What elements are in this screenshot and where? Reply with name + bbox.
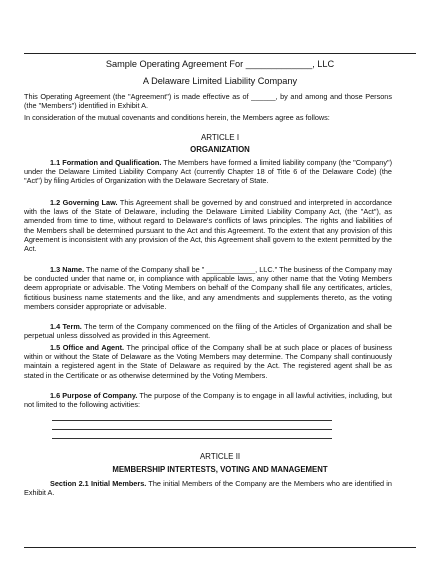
section-2-1-title: Initial Members.: [90, 479, 147, 488]
section-2-1-text: The initial Members of the Company are the Members who are identified in Exhibit A.: [24, 479, 392, 498]
article-2-heading: MEMBERSHIP INTERTESTS, VOTING AND MANAGEMENT: [112, 465, 328, 474]
blank-line-2: [52, 429, 332, 430]
section-1-1-title: 1.1 Formation and Qualification.: [50, 158, 162, 167]
section-1-4: [24, 322, 392, 340]
intro-paragraph: [24, 92, 392, 110]
document-subtitle: A Delaware Limited Liability Company: [142, 76, 298, 86]
section-1-5: [24, 343, 392, 380]
section-1-6-text: The purpose of the Company is to engage in all lawful activities, including, but not limited to the following activities:: [24, 391, 392, 410]
section-1-5-title: 1.5 Office and Agent.: [50, 343, 125, 352]
section-2-1-lead: Section 2.1: [50, 479, 89, 488]
article-1-heading: ORGANIZATION: [190, 145, 250, 154]
section-1-4-text: The term of the Company commenced on the filing of the Articles of Organization and shall be perpetual unless dissolved as provided in this Agreement.: [24, 322, 392, 341]
document-title: Sample Operating Agreement For _____________, LLC: [105, 59, 335, 69]
consideration-paragraph: [24, 113, 392, 122]
article-1-label: ARTICLE I: [200, 133, 240, 142]
section-1-2: [24, 198, 392, 253]
section-1-3-title: 1.3 Name.: [50, 265, 85, 274]
intro-text: This Operating Agreement (the "Agreement") is made effective as of ______, by and among and those Persons (the "Members") identified in Exhibit A.: [24, 92, 392, 111]
section-1-4-title: 1.4 Term.: [50, 322, 82, 331]
section-1-1: [24, 158, 392, 186]
consideration-text: In consideration of the mutual covenants and conditions herein, the Members agree as follows:: [24, 113, 330, 122]
section-2-1: [24, 479, 392, 497]
top-rule: [24, 53, 416, 54]
bottom-rule: [24, 547, 416, 548]
section-1-3-text: The name of the Company shall be " ____________, LLC." The business of the Company may be conducted under that name or, in compliance with applicable laws, any other name that the Voting Members deem appropriate or advisable. The Voting Members on behalf of the Company shall file any certificates, articles, fictitious business name statements and the like, and any amendments and supplements thereto, as the voting members consider appropriate or advisable.: [24, 265, 392, 311]
section-1-6-title: 1.6 Purpose of Company.: [50, 391, 138, 400]
section-1-6: [24, 391, 392, 409]
section-1-2-title: 1.2 Governing Law.: [50, 198, 118, 207]
blank-line-1: [52, 420, 332, 421]
blank-line-3: [52, 438, 332, 439]
article-2-label: ARTICLE II: [199, 452, 241, 461]
section-1-3: [24, 265, 392, 311]
section-1-1-text: The Members have formed a limited liability company (the "Company") under the Delaware Limited Liability Company Act (currently Chapter 18 of Title 6 of the Delaware Code) (the "Act") by filing Articles of Organization with the Delaware Secretary of State.: [24, 158, 392, 186]
section-1-5-text: The principal office of the Company shall be at such place or places of business within or without the State of Delaware as the Voting Members may determine. The Company shall continuously maintain a registered agent in the State of Delaware as required by the Act. The registered agent shall be as stated in the Certificate or as otherwise determined by the Voting Members.: [24, 343, 392, 380]
section-1-2-text: This Agreement shall be governed by and construed and interpreted in accordance with the laws of the State of Delaware, including the Delaware Limited Liability Company Act, (the "Act"), as amended from time to time, without regard to Delaware's conflicts of laws principles. The rights and liabilities of the Members shall be determined pursuant to the Act and this Agreement. To the extent that any provision of this Agreement is inconsistent with any provision of the Act, this Agreement shall govern to the extent permitted by the Act.: [24, 198, 392, 254]
